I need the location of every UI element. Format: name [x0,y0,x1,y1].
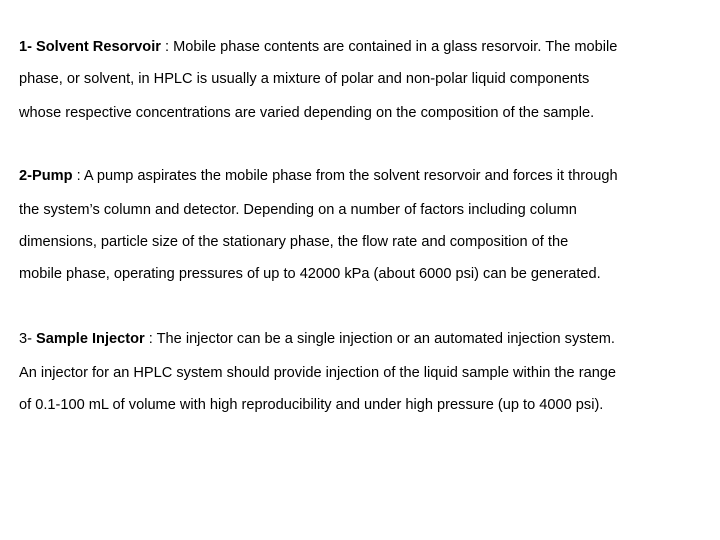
section-number: 3- [19,331,37,347]
paragraph-line: phase, or solvent, in HPLC is usually a mixture of polar and non-polar liquid components [19,71,590,87]
paragraph-text: : Mobile phase contents are contained in a glass resorvoir. The mobile [160,39,618,55]
section-heading: 1- Solvent Resorvoir [19,39,161,55]
section-heading: Sample Injector [36,331,145,347]
paragraph-line: mobile phase, operating pressures of up to 42000 kPa (about 6000 psi) can be generated. [19,266,601,282]
section-heading: 2-Pump [19,168,73,184]
paragraph-line [19,167,618,185]
paragraph-line: whose respective concentrations are varied depending on the composition of the sample. [19,105,595,121]
paragraph-line [19,330,615,348]
paragraph-line: the system’s column and detector. Depending on a number of factors including column [19,202,577,218]
paragraph-text: : A pump aspirates the mobile phase from the solvent resorvoir and forces it through [72,168,618,184]
paragraph-line: of 0.1-100 mL of volume with high reproducibility and under high pressure (up to 4000 psi). [19,397,604,413]
paragraph-text: : The injector can be a single injection or an automated injection system. [144,331,615,347]
paragraph-line [19,38,617,56]
paragraph-line: An injector for an HPLC system should provide injection of the liquid sample within the range [19,365,617,381]
paragraph-line: dimensions, particle size of the stationary phase, the flow rate and composition of the [19,234,569,250]
